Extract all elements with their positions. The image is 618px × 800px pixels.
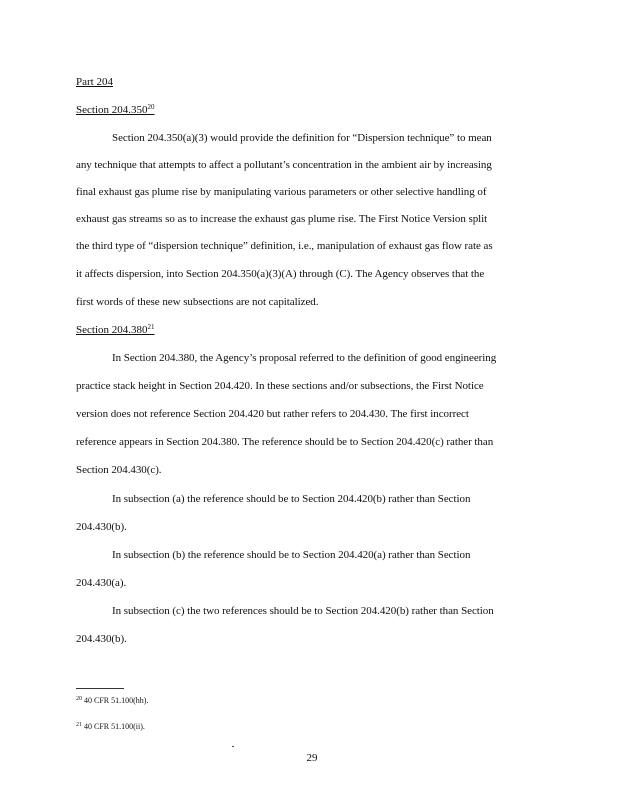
paragraph-line: final exhaust gas plume rise by manipulating various parameters or other selective handling of xyxy=(76,186,487,198)
page-number: 29 xyxy=(306,752,318,764)
footnote-number: 20 xyxy=(76,696,82,702)
footnote-text: 40 CFR 51.100(hh). xyxy=(84,696,149,705)
paragraph-line: version does not reference Section 204.420 but rather refers to 204.430. The first incorrect xyxy=(76,408,469,420)
footnote-20 xyxy=(76,696,148,705)
paragraph-line: it affects dispersion, into Section 204.350(a)(3)(A) through (C). The Agency observes that the xyxy=(76,268,485,280)
paragraph-line: first words of these new subsections are not capitalized. xyxy=(76,296,319,308)
paragraph-line: reference appears in Section 204.380. The reference should be to Section 204.420(c) rather than xyxy=(76,436,494,448)
paragraph-line: Section 204.350(a)(3) would provide the definition for “Dispersion technique” to mean xyxy=(112,132,492,144)
paragraph-line: practice stack height in Section 204.420. In these sections and/or subsections, the First Notice xyxy=(76,380,484,392)
paragraph-line: In subsection (c) the two references should be to Section 204.420(b) rather than Section xyxy=(112,605,494,617)
paragraph-line: 204.430(a). xyxy=(76,577,127,589)
section-heading-204-380 xyxy=(76,324,155,336)
paragraph-line: 204.430(b). xyxy=(76,633,127,645)
paragraph-line: any technique that attempts to affect a pollutant’s concentration in the ambient air by increasing xyxy=(76,159,492,171)
part-heading: Part 204 xyxy=(76,76,113,88)
paragraph-line: the third type of “dispersion technique” definition, i.e., manipulation of exhaust gas flow rate as xyxy=(76,240,493,252)
footnote-divider xyxy=(76,688,124,689)
footnote-text: 40 CFR 51.100(ii). xyxy=(84,722,145,731)
footnote-number: 21 xyxy=(76,722,82,728)
paragraph-line: Section 204.430(c). xyxy=(76,464,162,476)
section-heading-text: Section 204.380 xyxy=(76,324,148,336)
paragraph-line: 204.430(b). xyxy=(76,521,127,533)
footnote-ref: 21 xyxy=(147,323,155,331)
paragraph-line: In subsection (b) the reference should be to Section 204.420(a) rather than Section xyxy=(112,549,471,561)
paragraph-line: In subsection (a) the reference should be to Section 204.420(b) rather than Section xyxy=(112,493,471,505)
scan-speck xyxy=(232,746,234,747)
section-heading-text: Section 204.350 xyxy=(76,104,148,116)
paragraph-line: exhaust gas streams so as to increase the exhaust gas plume rise. The First Notice Version split xyxy=(76,213,488,225)
footnote-21 xyxy=(76,722,145,731)
footnote-ref: 20 xyxy=(147,103,155,111)
paragraph-line: In Section 204.380, the Agency’s proposal referred to the definition of good engineering xyxy=(112,352,497,364)
section-heading-204-350 xyxy=(76,104,155,116)
